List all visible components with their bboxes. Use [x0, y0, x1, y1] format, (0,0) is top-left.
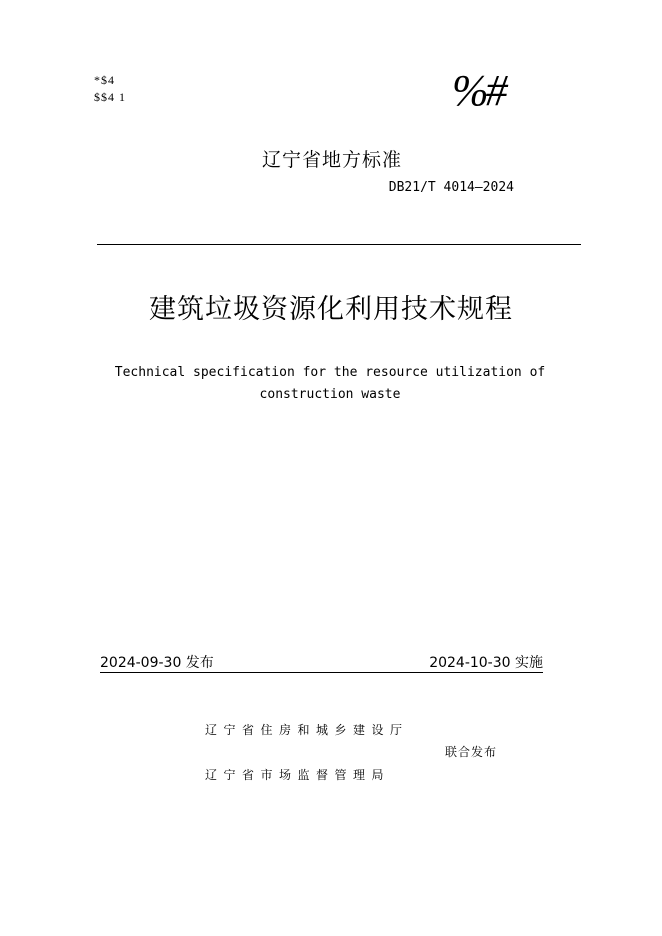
ics-line-1: *$4: [94, 73, 115, 87]
document-title-english: [100, 362, 560, 406]
header-divider: [97, 244, 581, 245]
date-row: [100, 654, 543, 673]
english-title-line-2: construction waste: [259, 387, 401, 402]
issuer-market-regulation: 辽宁省市场监督管理局: [205, 768, 391, 782]
joint-release-label: 联合发布: [445, 745, 498, 759]
implementation-date: 2024-10-30 实施: [429, 655, 543, 671]
english-title-line-1: Technical specification for the resource utilization of: [114, 365, 546, 380]
ics-code-block: [94, 72, 126, 106]
ics-line-2: $$4 1: [94, 90, 126, 104]
issuer-housing-department: 辽宁省住房和城乡建设厅: [205, 723, 409, 737]
document-title-chinese: 建筑垃圾资源化利用技术规程: [149, 294, 513, 325]
standard-type: 辽宁省地方标准: [262, 149, 403, 171]
release-date: 2024-09-30 发布: [100, 655, 214, 671]
db-mark: %#: [452, 66, 505, 115]
standard-code: DB21/T 4014—2024: [388, 180, 514, 195]
